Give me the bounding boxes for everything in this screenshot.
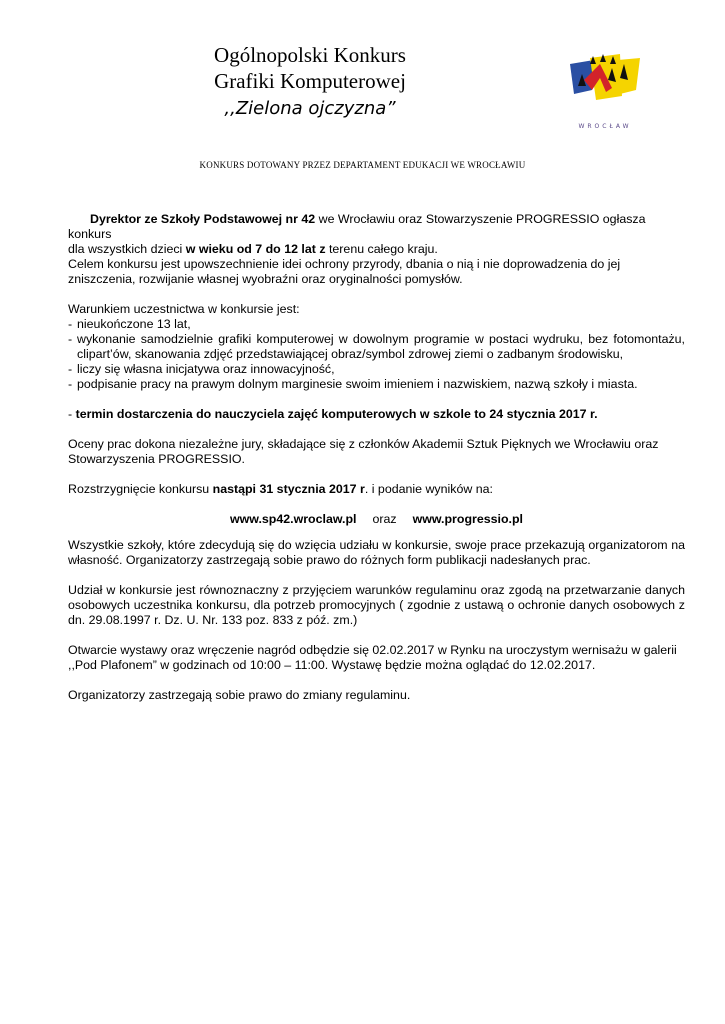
deadline-text: termin dostarczenia do nauczyciela zajęć komputerowych w szkole to 24 stycznia 2017 r. bbox=[75, 407, 598, 421]
sp42-link[interactable]: www.sp42.wroclaw.pl bbox=[230, 512, 357, 526]
results-date: nastąpi 31 stycznia 2017 r bbox=[212, 482, 365, 496]
links-separator: oraz bbox=[372, 512, 397, 526]
document-body bbox=[68, 212, 685, 703]
conditions-heading: Warunkiem uczestnictwa w konkursie jest: bbox=[68, 302, 300, 316]
exhibition-line-1: Otwarcie wystawy oraz wręczenie nagród odbędzie się 02.02.2017 w Rynku na uroczystym wernisażu w galerii bbox=[68, 643, 677, 657]
logo-caption: WROCŁAW bbox=[578, 123, 632, 130]
age-range-line bbox=[68, 242, 685, 257]
age-line-end: terenu całego kraju. bbox=[325, 242, 438, 256]
wroclaw-logo bbox=[560, 50, 650, 130]
sponsor-line: KONKURS DOTOWANY PRZEZ DEPARTAMENT EDUKACJI WE WROCŁAWIU bbox=[199, 160, 526, 170]
age-line-start: dla wszystkich dzieci bbox=[68, 242, 186, 256]
condition-item: - wykonanie samodzielnie grafiki komputerowej w dowolnym programie w postaci wydruku, bez fotomontażu, clipart’ów, skanowania zdjęć przedstawiającej obraz/symbol zdrowej ziemi o zadbanym środowisku, bbox=[68, 332, 685, 361]
organizer-name: Dyrektor ze Szkoły Podstawowej nr 42 bbox=[90, 212, 316, 226]
results-links bbox=[68, 512, 685, 527]
condition-text: podpisanie pracy na prawym dolnym marginesie swoim imieniem i nazwiskiem, nazwą szkoły i miasta. bbox=[77, 377, 638, 391]
condition-item: - nieukończone 13 lat, bbox=[68, 317, 191, 331]
document-header bbox=[160, 42, 460, 122]
intro-paragraph bbox=[68, 212, 685, 242]
results-line bbox=[68, 482, 685, 497]
organizer-rest: we Wrocławiu oraz Stowarzyszenie PROGRESSIO ogłasza konkurs bbox=[68, 212, 646, 241]
condition-item: - podpisanie pracy na prawym dolnym marginesie swoim imieniem i nazwiskiem, nazwą szkoły i miasta. bbox=[68, 377, 638, 391]
jury-paragraph: Oceny prac dokona niezależne jury, składające się z członków Akademii Sztuk Pięknych we Wrocławiu oraz Stowarzyszenia PROGRESSIO. bbox=[68, 437, 659, 466]
condition-text: wykonanie samodzielnie grafiki komputerowej w dowolnym programie w postaci wydruku, bez fotomontażu, clipart’ów, skanowania zdjęć przedstawiającej obraz/symbol zdrowej ziemi o zadbanym środowisku, bbox=[77, 332, 685, 361]
title-line-2: Grafiki Komputerowej bbox=[214, 69, 406, 93]
age-range: w wieku od 7 do 12 lat z bbox=[185, 242, 326, 256]
condition-text: liczy się własna inicjatywa oraz innowacyjność, bbox=[77, 362, 335, 376]
closing-line: Organizatorzy zastrzegają sobie prawo do zmiany regulaminu. bbox=[68, 688, 411, 702]
competition-name: ,,Zielona ojczyzna” bbox=[224, 98, 396, 119]
consent-paragraph: Udział w konkursie jest równoznaczny z przyjęciem warunków regulaminu oraz zgodą na przetwarzanie danych osobowych uczestnika konkursu, dla potrzeb promocyjnych ( zgodnie z ustawą o ochronie danych osobowych z dn. 29.08.1997 r. Dz. U. Nr. 133 poz. 833 z póź. zm.) bbox=[68, 583, 685, 627]
results-start: Rozstrzygnięcie konkursu bbox=[68, 482, 213, 496]
wroclaw-logo-graphic bbox=[560, 50, 650, 118]
deadline-line bbox=[68, 407, 685, 422]
exhibition-line-2: ,,Pod Plafonem” w godzinach od 10:00 – 11:00. Wystawę będzie można oglądać do 12.02.2017. bbox=[68, 658, 596, 672]
progressio-link[interactable]: www.progressio.pl bbox=[412, 512, 523, 526]
results-end: . i podanie wyników na: bbox=[364, 482, 493, 496]
deadline-dash: - bbox=[68, 407, 76, 421]
condition-item: - liczy się własna inicjatywa oraz innowacyjność, bbox=[68, 362, 335, 376]
condition-text: nieukończone 13 lat, bbox=[77, 317, 191, 331]
goal-paragraph: Celem konkursu jest upowszechnienie idei ochrony przyrody, dbania o nią i nie doprowadzenia do jej zniszczenia, rozwijanie własnej wyobraźni oraz oryginalności pomysłów. bbox=[68, 257, 621, 286]
ownership-paragraph: Wszystkie szkoły, które zdecydują się do wzięcia udziału w konkursie, swoje prace przekazują organizatorom na własność. Organizatorzy zastrzegają sobie prawo do różnych form publikacji nadesłanych prac. bbox=[68, 538, 685, 567]
title-line-1: Ogólnopolski Konkurs bbox=[214, 43, 406, 67]
